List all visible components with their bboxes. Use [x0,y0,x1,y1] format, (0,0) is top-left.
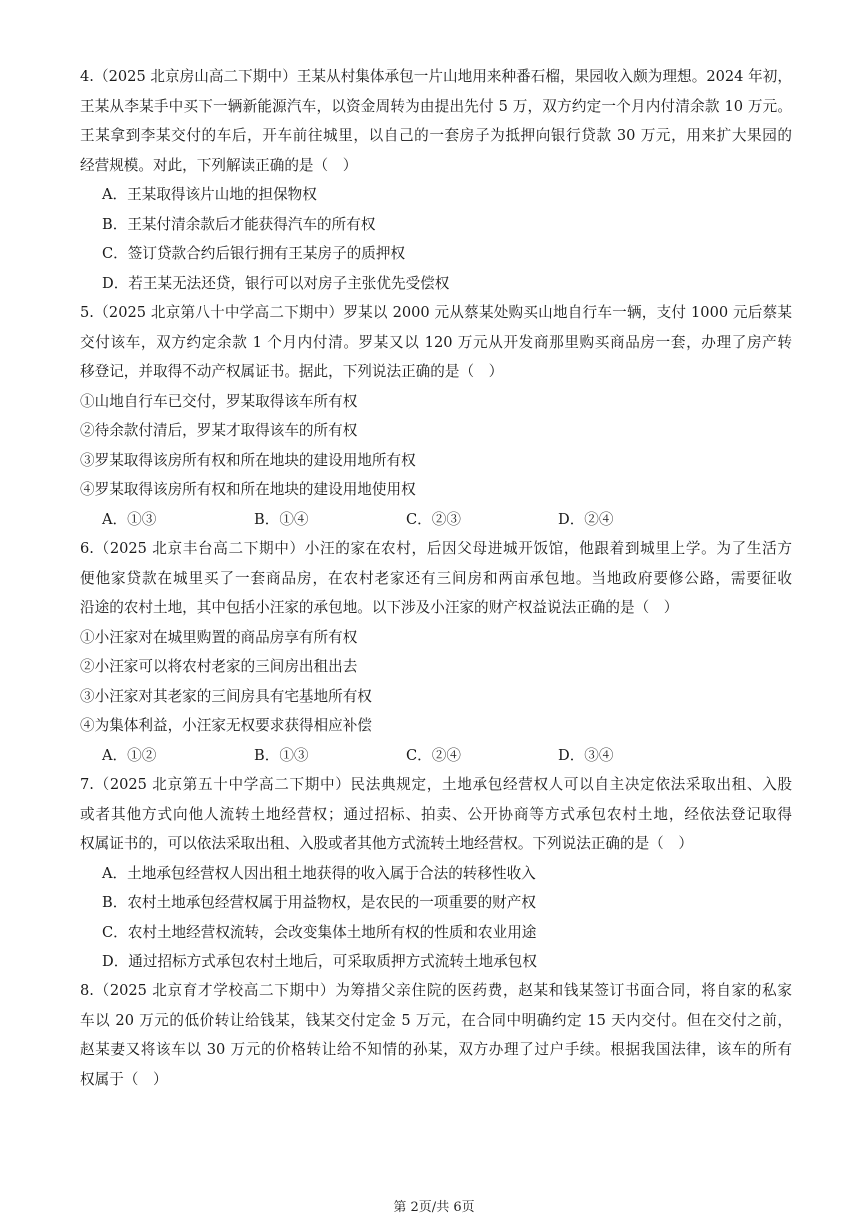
question-stem-line: 交付该车，双方约定余款 1 个月内付清。罗某又以 120 万元从开发商那里购买商品房一套，办理了房产转 [80,333,792,351]
option-d: D．通过招标方式承包农村土地后，可采取质押方式流转土地承包权 [102,953,537,970]
question-stem-line: 经营规模。对此，下列解读正确的是（ ） [80,156,358,174]
statement-4: ④罗某取得该房所有权和所在地块的建设用地使用权 [80,481,416,498]
option-c: C．农村土地经营权流转，会改变集体土地所有权的性质和农业用途 [102,923,537,941]
question-stem-line: 权属证书的，可以依法采取出租、入股或者其他方式流转土地经营权。下列说法正确的是（ ） [80,835,693,852]
choice-b: B．①④ [254,510,309,528]
question-stem-line: 车以 20 万元的低价转让给钱某，钱某交付定金 5 万元，在合同中明确约定 15 天内交付。但在交付之前， [80,1011,792,1029]
question-stem-line: 5.（2025 北京第八十中学高二下期中）罗某以 2000 元从蔡某处购买山地自行车一辆，支付 1000 元后蔡某 [80,304,792,321]
statement-1: ①山地自行车已交付，罗某取得该车所有权 [80,392,358,410]
option-b: B．农村土地承包经营权属于用益物权，是农民的一项重要的财产权 [102,894,536,911]
question-stem-line: 4.（2025 北京房山高二下期中）王某从村集体承包一片山地用来种番石榴，果园收入颇为理想。2024 年初， [80,68,792,85]
choice-row [80,505,792,535]
question-5 [80,298,792,534]
question-stem-line: 或者其他方式向他人流转土地经营权；通过招标、拍卖、公开协商等方式承包农村土地，经依法登记取得 [80,805,792,823]
question-4 [80,62,792,298]
statement-3: ③罗某取得该房所有权和所在地块的建设用地所有权 [80,451,416,469]
page-number-footer: 第 2页/共 6页 [393,1200,475,1215]
choice-a: A．①② [102,746,157,764]
question-6 [80,534,792,770]
question-8 [80,976,792,1094]
question-stem-line: 便他家贷款在城里买了一套商品房，在农村老家还有三间房和两亩承包地。当地政府要修公路，需要征收 [80,569,792,587]
choice-c: C．②④ [406,746,461,764]
option-a: A．土地承包经营权人因出租土地获得的收入属于合法的转移性收入 [102,864,536,882]
question-stem-line: 7.（2025 北京第五十中学高二下期中）民法典规定，土地承包经营权人可以自主决定依法采取出租、入股 [80,776,792,793]
question-stem-line: 8.（2025 北京育才学校高二下期中）为筹措父亲住院的医药费，赵某和钱某签订书面合同，将自家的私家 [80,982,792,999]
question-stem-line: 沿途的农村土地，其中包括小汪家的承包地。以下涉及小汪家的财产权益说法正确的是（ ） [80,599,679,616]
choice-a: A．①③ [102,510,157,528]
question-stem-line: 王某从李某手中买下一辆新能源汽车，以资金周转为由提出先付 5 万，双方约定一个月内付清余款 10 万元。 [80,97,792,115]
statement-3: ③小汪家对其老家的三间房具有宅基地所有权 [80,687,372,705]
question-stem-line: 赵某妻又将该车以 30 万元的价格转让给不知情的孙某，双方办理了过户手续。根据我国法律，该车的所有 [80,1041,792,1058]
choice-d: D．②④ [558,510,614,528]
choice-c: C．②③ [406,510,461,528]
question-stem-line: 移登记，并取得不动产权属证书。据此，下列说法正确的是（ ） [80,363,504,380]
option-a: A．王某取得该片山地的担保物权 [102,186,317,203]
question-stem-line: 6.（2025 北京丰台高二下期中）小汪的家在农村，后因父母进城开饭馆，他跟着到城里上学。为了生活方 [80,540,792,557]
question-stem-line: 权属于（ ） [80,1070,168,1088]
choice-d: D．③④ [558,746,614,764]
question-7 [80,770,792,977]
option-b: B．王某付清余款后才能获得汽车的所有权 [102,215,376,233]
statement-4: ④为集体利益，小汪家无权要求获得相应补偿 [80,717,372,734]
statement-1: ①小汪家对在城里购置的商品房享有所有权 [80,628,358,646]
question-stem-line: 王某拿到李某交付的车后，开车前往城里，以自己的一套房子为抵押向银行贷款 30 万元，用来扩大果园的 [80,127,792,144]
choice-b: B．①③ [254,746,309,764]
option-d: D．若王某无法还贷，银行可以对房子主张优先受偿权 [102,274,450,292]
statement-2: ②小汪家可以将农村老家的三间房出租出去 [80,658,358,675]
statement-2: ②待余款付清后，罗某才取得该车的所有权 [80,422,358,439]
option-c: C．签订贷款合约后银行拥有王某房子的质押权 [102,245,406,262]
choice-row [80,741,792,771]
